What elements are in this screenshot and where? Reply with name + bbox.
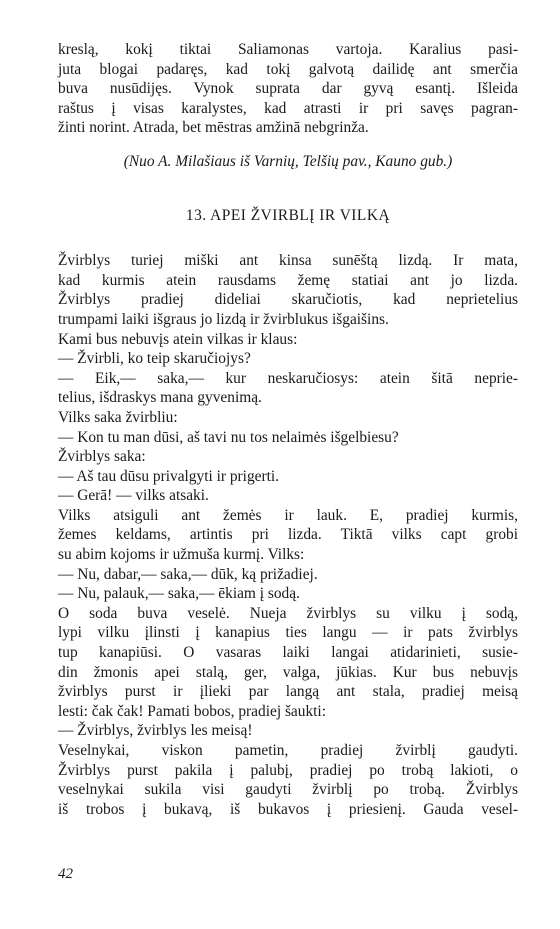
story-text (58, 251, 518, 819)
text-line: lypi vilku įlinsti į kanapius ties langu — ir pats žvirblys (58, 624, 518, 642)
text-line: Vilks saka žvirbliu: (58, 408, 178, 426)
text-line: — Nu, dabar,— saka,— dūk, ką prižadiej. (58, 565, 318, 583)
text-line: kreslą, kokį tiktai Saliamonas vartoja. Karalius pasi- (58, 41, 518, 58)
text-line: — Kon tu man dūsi, aš tavi nu tos nelaimės išgelbiesu? (58, 428, 399, 446)
text-line: — Nu, palauk,— saka,— ēkiam į sodą. (58, 585, 300, 603)
text-line: telius, išdraskys mana gyvenimą. (58, 389, 262, 407)
page-number: 42 (58, 866, 73, 882)
text-line: Vilks atsiguli ant žemės ir lauk. E, pradiej kurmis, (58, 506, 518, 524)
text-line: — Žvirbli, ko teip skaručiojys? (58, 350, 251, 368)
text-line: žemes keldams, artintis pri lizda. Tiktā vilks capt grobi (58, 526, 518, 544)
text-line: su abim kojoms ir užmuša kurmį. Vilks: (58, 546, 305, 564)
source-citation: (Nuo A. Milašiaus iš Varnių, Telšių pav., Kauno gub.) (123, 152, 453, 170)
text-line: O soda buva veselė. Nueja žvirblys su vilku į sodą, (58, 604, 518, 622)
text-line: žvirblys purst ir įlieki par langą ant stala, pradiej meisą (58, 683, 518, 701)
text-line: veselnykai sukila visi gaudyti žvirblį po trobą. Žvirblys (58, 781, 518, 799)
text-line: Veselnykai, viskon pametin, pradiej žvirblį gaudyti. (58, 742, 518, 759)
text-line: lesti: čak čak! Pamati bobos, pradiej šaukti: (58, 702, 326, 720)
text-line: — Gerā! — vilks atsaki. (58, 487, 209, 505)
text-line: trumpami laiki išgraus jo lizdą ir žvirblukus išgaišins. (58, 310, 389, 328)
text-line: — Aš tau dūsu privalgyti ir prigerti. (58, 467, 279, 485)
text-line: iš trobos į bukavą, iš bukavos į priesienį. Gauda vesel- (58, 800, 518, 818)
story-heading: 13. APEI ŽVIRBLĮ IR VILKĄ (185, 206, 391, 224)
text-line: Kami bus nebuvįs atein vilkas ir klaus: (58, 330, 298, 348)
text-line: din žmonis apei stalą, ger, valga, jūkias. Kur bus nebuvįs (58, 663, 518, 681)
text-line: žinti norint. Atrada, bet mēstras amžinā nebgrinža. (58, 119, 369, 137)
text-line: buva nusūdijęs. Vynok suprata dar gyvą esantį. Išleida (58, 80, 518, 98)
intro-paragraph (58, 40, 518, 138)
text-line: — Žvirblys, žvirblys les meisą! (58, 722, 253, 740)
text-line: Žvirblys saka: (58, 448, 146, 466)
text-line: juta blogai padaręs, kad tokį galvotą dailidę ant smerčia (58, 60, 518, 78)
text-line: kad kurmis atein rausdams žemę statiai ant jo lizda. (58, 271, 518, 289)
text-line: raštus į visas karalystes, kad atrasti ir pri savęs pagran- (58, 99, 518, 117)
text-line: Žvirblys turiej miški ant kinsa sunēštą lizdą. Ir mata, (58, 252, 518, 270)
text-line: tup kanapiūsi. O vasaras laiki langai atidarinieti, susie- (58, 644, 518, 662)
text-line: Žvirblys purst pakila į palubį, pradiej po trobą lakioti, o (58, 761, 518, 779)
text-line: Žvirblys pradiej dideliai skaručiotis, kad neprietelius (58, 291, 518, 309)
text-line: — Eik,— saka,— kur neskaručiosys: atein šitā neprie- (58, 369, 518, 387)
